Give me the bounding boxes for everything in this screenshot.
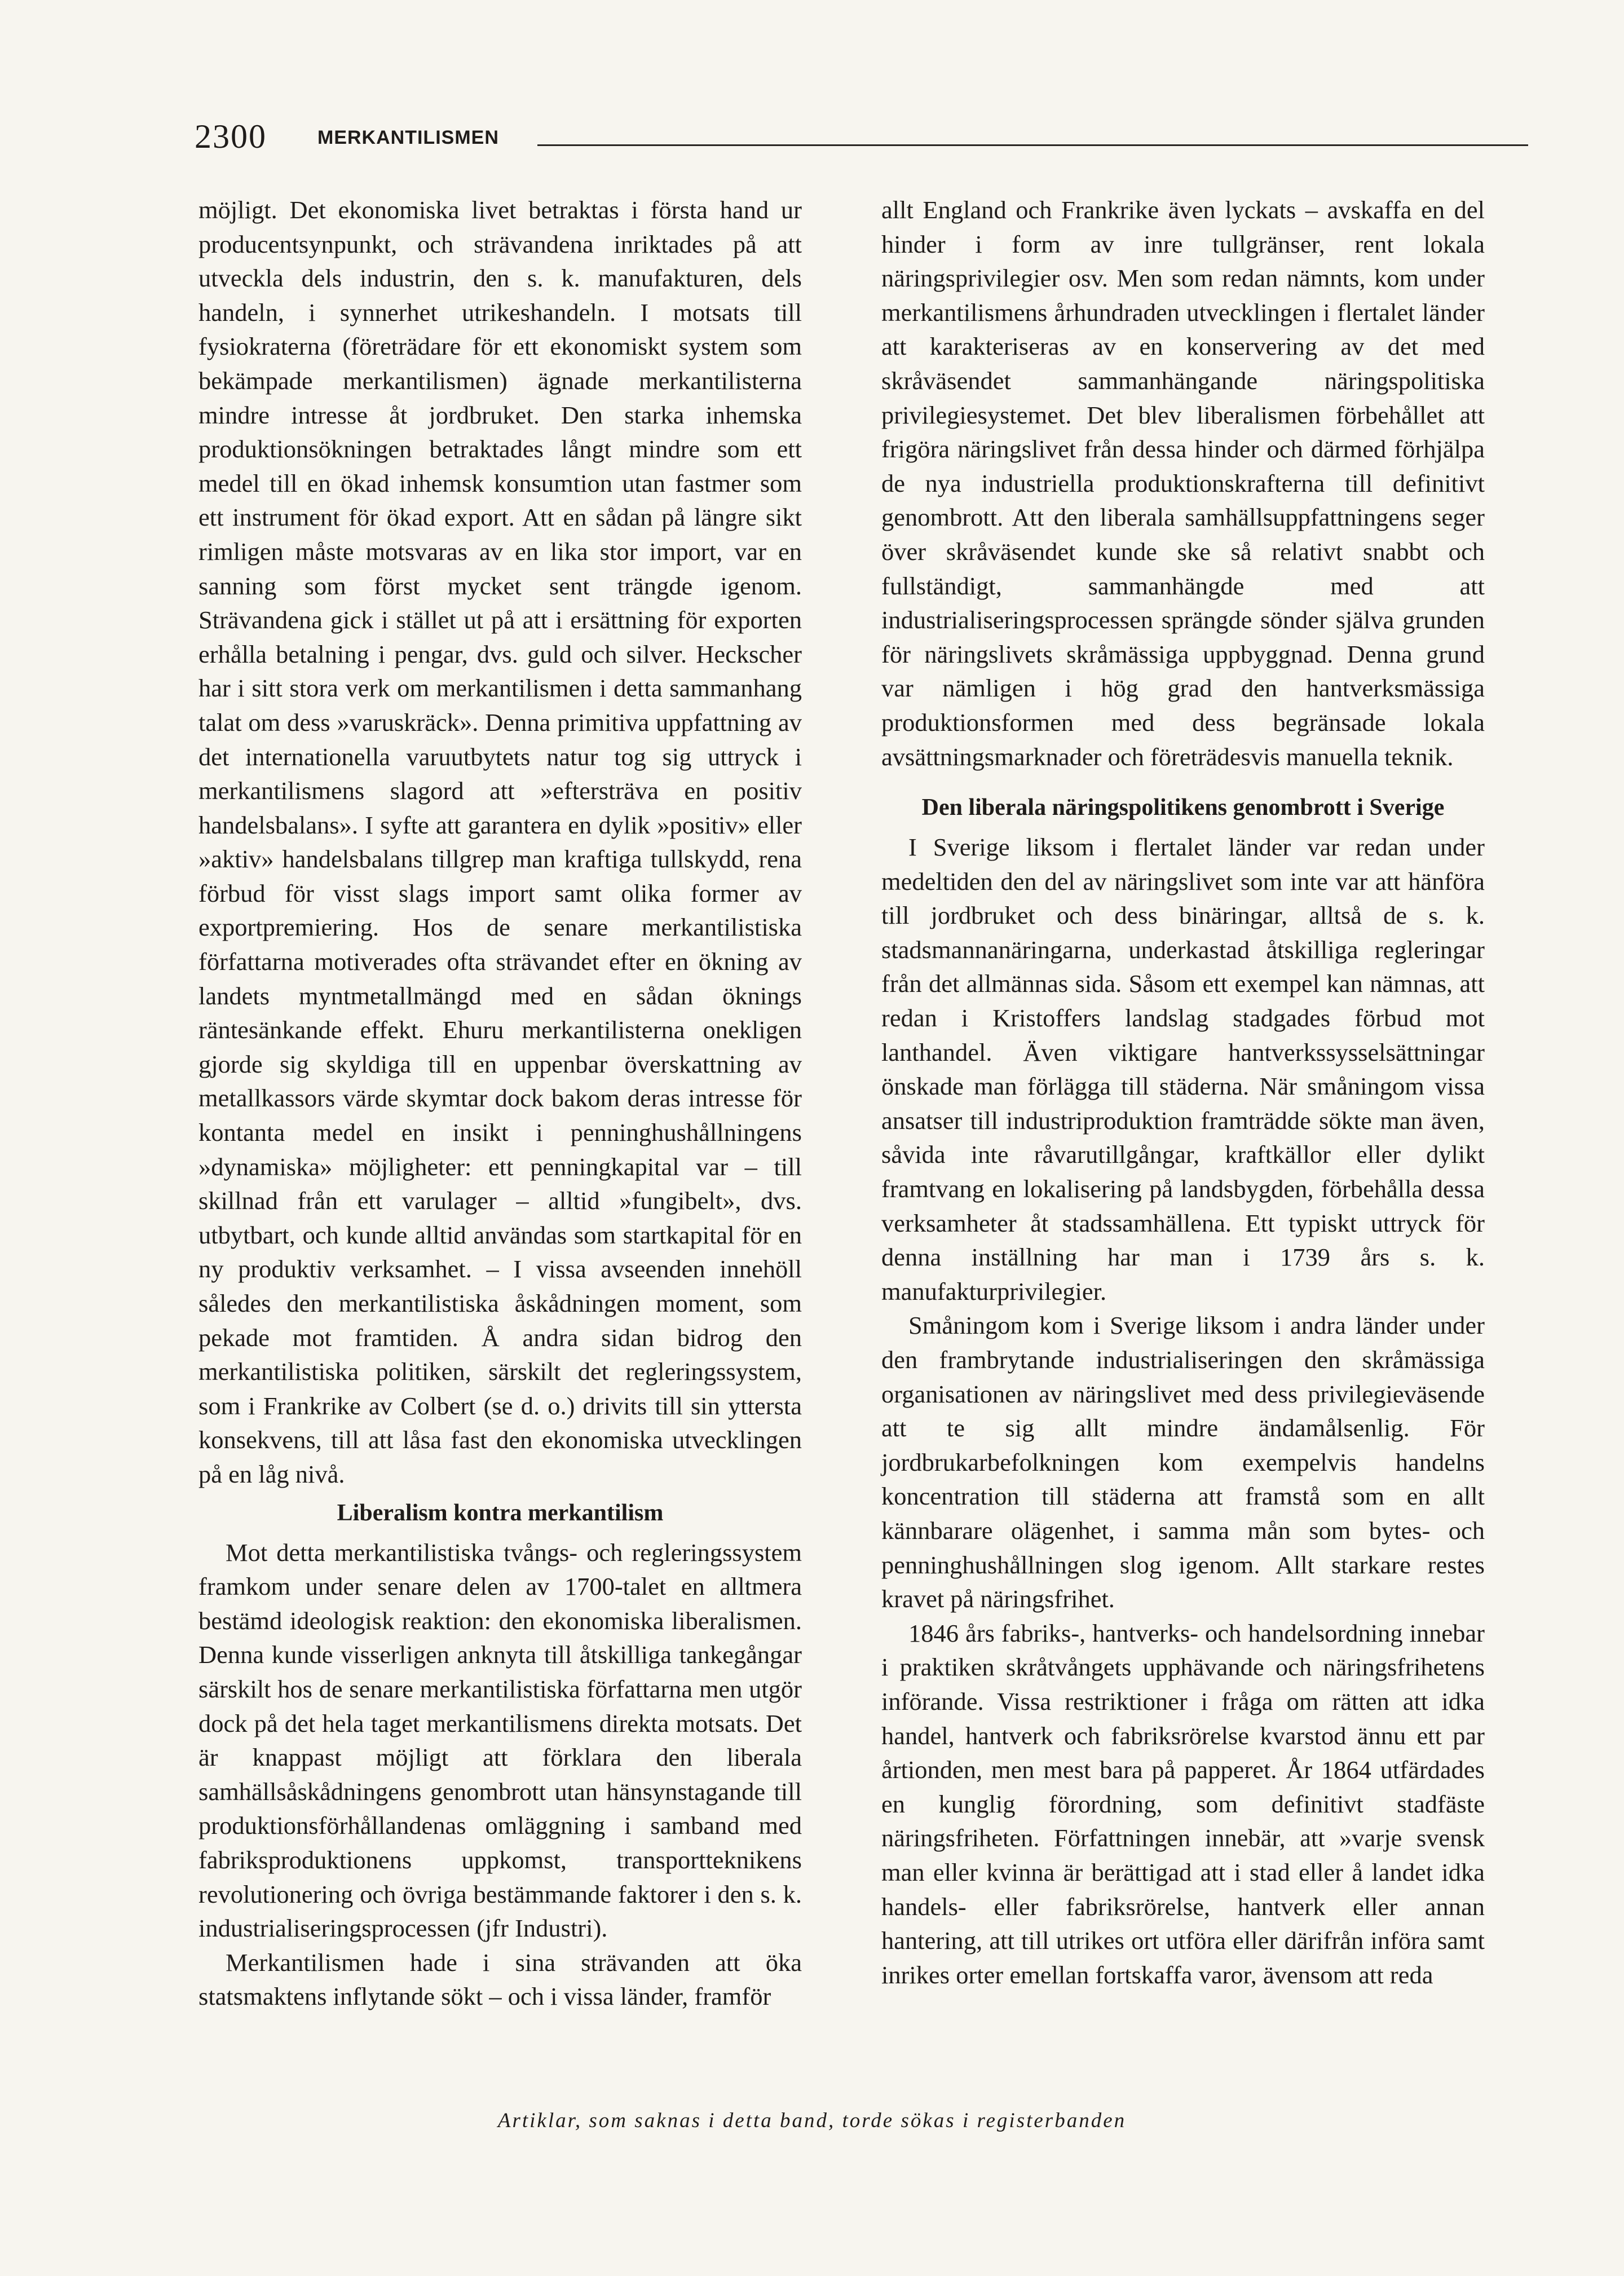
left-column <box>198 193 802 2014</box>
page-number: 2300 <box>195 118 267 155</box>
running-head: MERKANTILISMEN <box>317 127 499 148</box>
right-paragraph-3: Småningom kom i Sverige liksom i andra länder under den frambrytande industrialiseringen den skråmässiga organisationen av näringslivet med dess privilegieväsende att te sig allt mindre ändamålsenlig. För jordbrukarbefolkningen kom exempelvis handelns koncentration till städerna att framstå som en allt kännbarare olägenhet, i samma mån som bytes- och penninghushållningen slog igenom. Allt starkare restes kravet på näringsfrihet. <box>881 1311 1485 1613</box>
right-paragraph-4: 1846 års fabriks-, hantverks- och handelsordning innebar i praktiken skråtvångets upphävande och näringsfrihetens införande. Vissa restriktioner i fråga om rätten att idka handel, hantverk och fabriksrörelse kvarstod ännu ett par årtionden, men mest bara på papperet. År 1864 utfärdades en kunglig förordning, som definitivt stadfäste näringsfriheten. Författningen innebär, att »varje svensk man eller kvinna är berättigad att i stad eller å landet idka handels- eller fabriksrörelse, hantverk eller annan hantering, att till utrikes ort utföra eller därifrån införa samt inrikes orter emellan fortskaffa varor, ävensom att reda <box>881 1618 1485 1989</box>
right-paragraph-2: I Sverige liksom i flertalet länder var redan under medeltiden den del av näringslivet som inte var att hänföra till jordbruket och dess binäringar, alltså de s. k. stadsmannanäringarna, underkastad åtskilliga regleringar från det allmännas sida. Såsom ett exempel kan nämnas, att redan i Kristoffers landslag stadgades förbud mot lanthandel. Även viktigare hantverkssysselsättningar önskade man förlägga till städerna. När småningom vissa ansatser till industriproduktion framträdde sökte man även, såvida inte råvarutillgångar, kraftkällor eller dylikt framtvang en lokalisering på landsbygden, förbehålla dessa verksamheter åt stadssamhällena. Ett typiskt uttryck för denna inställning har man i 1739 års s. k. manufakturprivilegier. <box>881 833 1485 1305</box>
right-column <box>881 193 1485 1992</box>
page-header <box>195 116 1528 156</box>
section-heading-sverige: Den liberala näringspolitikens genombrott i Sverige <box>921 795 1445 821</box>
footer-note: Artiklar, som saknas i detta band, torde sökas i registerbanden <box>497 2109 1127 2132</box>
left-paragraph-3: Merkantilismen hade i sina strävanden att öka statsmaktens inflytande sökt – och i vissa länder, framför <box>198 1948 802 2011</box>
left-paragraph-1: möjligt. Det ekonomiska livet betraktas i första hand ur producentsynpunkt, och strävandena inriktades på att utveckla dels industrin, den s. k. manufakturen, dels handeln, i synnerhet utrikeshandeln. I motsats till fysiokraterna (företrädare för ett ekonomiskt system som bekämpade merkantilismen) ägnade merkantilisterna mindre intresse åt jordbruket. Den starka inhemska produktionsökningen betraktades långt mindre som ett medel till en ökad inhemsk konsumtion utan fastmer som ett instrument för ökad export. Att en sådan på längre sikt rimligen måste motsvaras av en lika stor import, var en sanning som först mycket sent trängde igenom. Strävandena gick i stället ut på att i ersättning för exporten erhålla betalning i pengar, dvs. guld och silver. Heckscher har i sitt stora verk om merkantilismen i detta sammanhang talat om dess »varuskräck». Denna primitiva uppfattning av det internationella varuutbytets natur tog sig uttryck i merkantilismens slagord att »eftersträva en positiv handelsbalans». I syfte att garantera en dylik »positiv» eller »aktiv» handelsbalans tillgrep man kraftiga tullskydd, rena förbud för visst slags import samt olika former av exportpremiering. Hos de senare merkantilistiska författarna motiverades ofta strävandet efter en ökning av landets myntmetallmängd med en sådan öknings räntesänkande effekt. Ehuru merkantilisterna onekligen gjorde sig skyldiga till en uppenbar överskattning av metallkassors värde skymtar dock bakom deras intresse för kontanta medel en insikt i penninghushållningens »dynamiska» möjligheter: ett penningkapital var – till skillnad från ett varulager – alltid »fungibelt», dvs. utbytbart, och kunde alltid användas som startkapital för en ny produktiv verksamhet. – I vissa avseenden innehöll således den merkantilistiska åskådningen moment, som pekade mot framtiden. Å andra sidan bidrog den merkantilistiska politiken, särskilt det regleringssystem, som i Frankrike av Colbert (se d. o.) drivits till sin yttersta konsekvens, till att låsa fast den ekonomiska utvecklingen på en låg nivå. <box>198 196 802 1488</box>
section-heading-liberalism: Liberalism kontra merkantilism <box>337 1499 664 1526</box>
right-paragraph-1: allt England och Frankrike även lyckats – avskaffa en del hinder i form av inre tullgränser, rent lokala näringsprivilegier osv. Men som redan nämnts, kom under merkantilismens århundraden utvecklingen i flertalet länder att karakteriseras av en konservering av det med skråväsendet sammanhängande näringspolitiska privilegiesystemet. Det blev liberalismen förbehållet att frigöra näringslivet från dessa hinder och därmed förhjälpa de nya industriella produktionskrafterna till definitivt genombrott. Att den liberala samhällsuppfattningens seger över skråväsendet kunde ske så relativt snabbt och fullständigt, sammanhängde med att industrialiseringsprocessen sprängde sönder själva grunden för näringslivets skråmässiga uppbyggnad. Denna grund var nämligen i hög grad den hantverksmässiga produktionsformen med dess begränsade lokala avsättningsmarknader och företrädesvis manuella teknik. <box>881 196 1485 771</box>
header-rule <box>537 144 1528 146</box>
left-paragraph-2: Mot detta merkantilistiska tvångs- och regleringssystem framkom under senare delen av 1700-talet en alltmera bestämd ideologisk reaktion: den ekonomiska liberalismen. Denna kunde visserligen anknyta till åtskilliga tankegångar särskilt hos de senare merkantilistiska författarna men utgör dock på det hela taget merkantilismens direkta motsats. Det är knappast möjligt att förklara den liberala samhällsåskådningens genombrott utan hänsynstagande till produktionsförhållandenas omläggning i samband med fabriksproduktionens uppkomst, transportteknikens revolutionering och övriga bestämmande faktorer i den s. k. industrialiseringsprocessen (jfr Industri). <box>198 1538 802 1943</box>
